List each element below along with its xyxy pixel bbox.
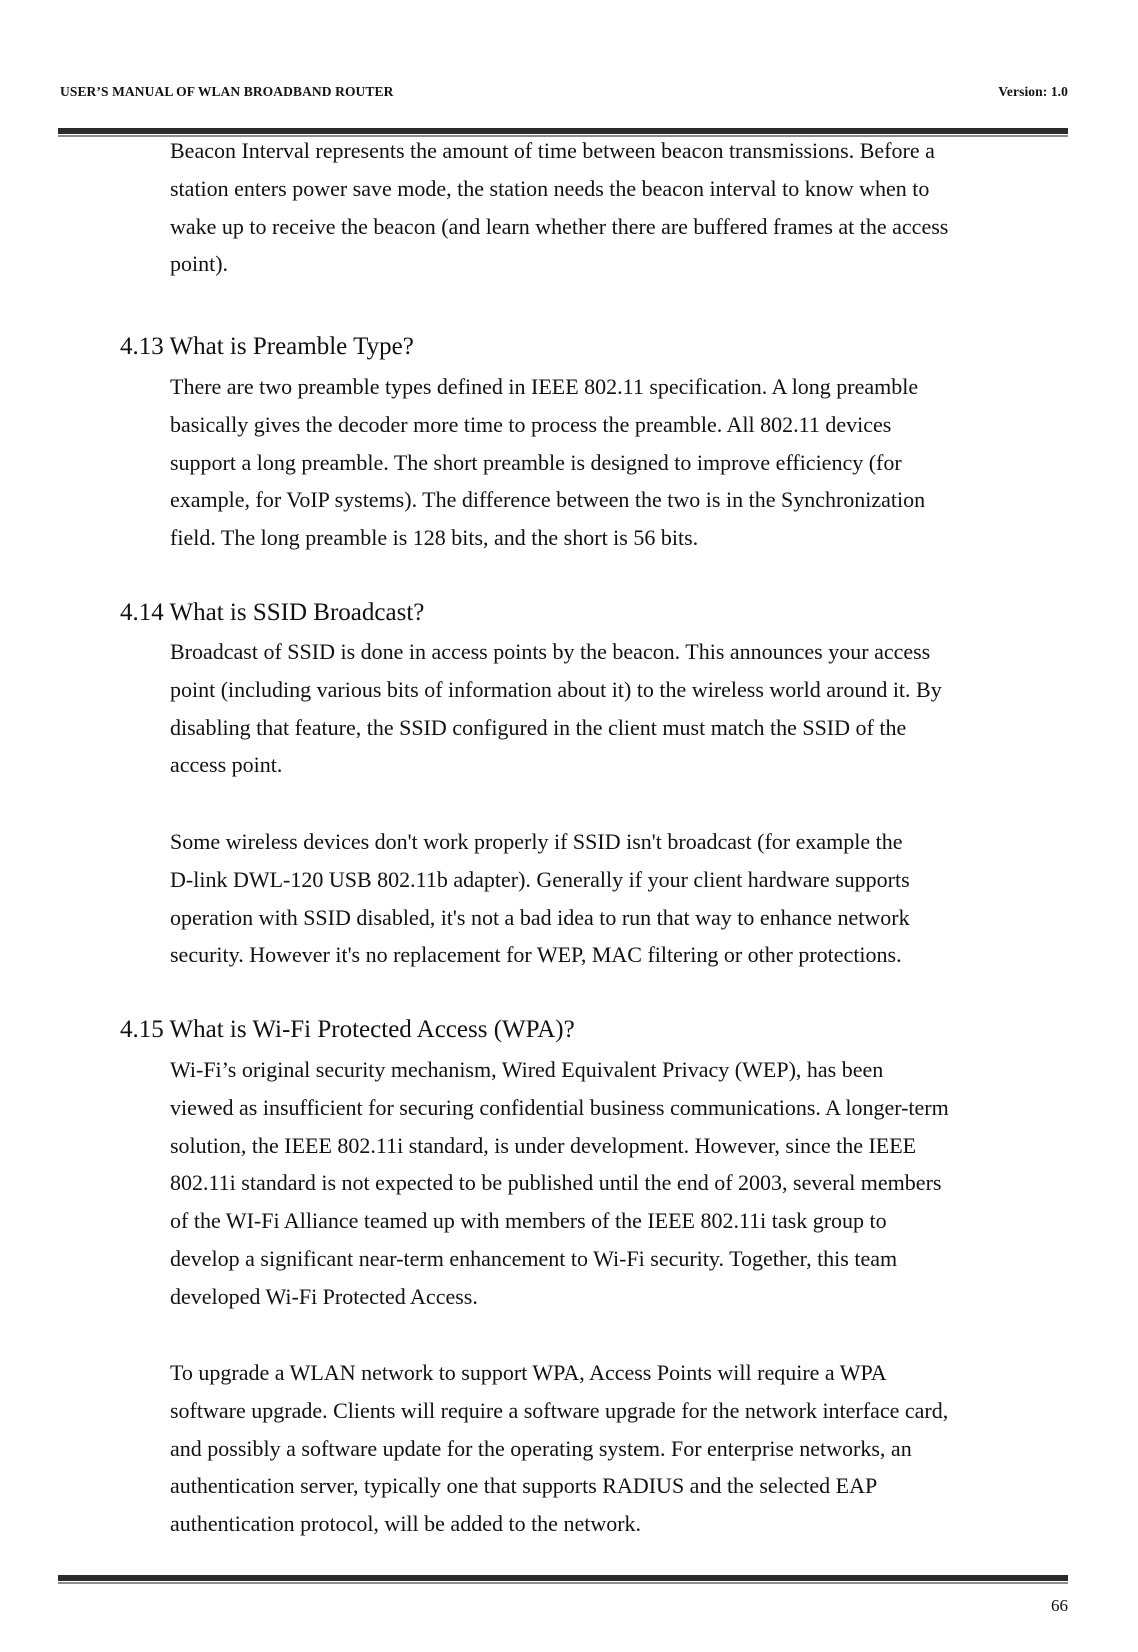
footer-rule [58,1575,1068,1584]
text-line: developed Wi-Fi Protected Access. [170,1283,478,1309]
text-line: field. The long preamble is 128 bits, and the short is 56 bits. [170,525,699,551]
text-line: 802.11i standard is not expected to be published until the end of 2003, several members [170,1170,942,1196]
text-line: viewed as insufficient for securing confidential business communications. A longer-term [170,1094,949,1120]
text-line: security. However it's no replacement for WEP, MAC filtering or other protections. [170,942,902,968]
text-line: Beacon Interval represents the amount of time between beacon transmissions. Before a [170,138,935,163]
text-line: develop a significant near-term enhancement to Wi-Fi security. Together, this team [170,1245,898,1271]
text-line: Wi-Fi’s original security mechanism, Wired Equivalent Privacy (WEP), has been [170,1057,884,1082]
section-heading-4-15: 4.15 What is Wi-Fi Protected Access (WPA)? [120,1016,575,1043]
text-line: To upgrade a WLAN network to support WPA, Access Points will require a WPA [170,1360,887,1385]
text-line: point). [170,251,229,277]
preamble-paragraph [170,368,1070,557]
text-line: software upgrade. Clients will require a software upgrade for the network interface card, [170,1397,949,1423]
ssid-broadcast-paragraph-2 [170,823,1070,974]
ssid-broadcast-paragraph-1 [170,633,1070,784]
text-line: Some wireless devices don't work properly if SSID isn't broadcast (for example the [170,829,903,854]
text-line: example, for VoIP systems). The difference between the two is in the Synchronization [170,487,926,513]
text-line: D-link DWL-120 USB 802.11b adapter). Generally if your client hardware supports [170,866,910,892]
text-line: support a long preamble. The short preamble is designed to improve efficiency (for [170,449,902,475]
page-number: 66 [1051,1596,1068,1615]
wpa-paragraph-1 [170,1051,1070,1316]
manual-title: USER’S MANUAL OF WLAN BROADBAND ROUTER [60,84,394,99]
wpa-paragraph-2 [170,1354,1070,1543]
text-line: station enters power save mode, the station needs the beacon interval to know when to [170,175,930,201]
text-line: operation with SSID disabled, it's not a bad idea to run that way to enhance network [170,904,910,930]
text-line: wake up to receive the beacon (and learn whether there are buffered frames at the access [170,213,949,239]
text-line: and possibly a software update for the operating system. For enterprise networks, an [170,1435,912,1461]
page-header [60,84,1068,106]
version-label: Version: 1.0 [998,84,1068,99]
text-line: disabling that feature, the SSID configured in the client must match the SSID of the [170,714,907,740]
text-line: of the WI-Fi Alliance teamed up with members of the IEEE 802.11i task group to [170,1208,887,1234]
text-line: authentication server, typically one that supports RADIUS and the selected EAP [170,1473,878,1499]
text-line: There are two preamble types defined in IEEE 802.11 specification. A long preamble [170,374,919,399]
text-line: point (including various bits of information about it) to the wireless world around it. By [170,676,942,702]
text-line: Broadcast of SSID is done in access points by the beacon. This announces your access [170,639,931,664]
text-line: solution, the IEEE 802.11i standard, is under development. However, since the IEEE [170,1132,917,1158]
section-heading-4-14: 4.14 What is SSID Broadcast? [120,599,425,626]
section-heading-4-13: 4.13 What is Preamble Type? [120,333,414,360]
text-line: authentication protocol, will be added to the network. [170,1511,642,1537]
text-line: access point. [170,752,283,778]
beacon-interval-paragraph [170,132,1070,283]
text-line: basically gives the decoder more time to process the preamble. All 802.11 devices [170,411,892,437]
